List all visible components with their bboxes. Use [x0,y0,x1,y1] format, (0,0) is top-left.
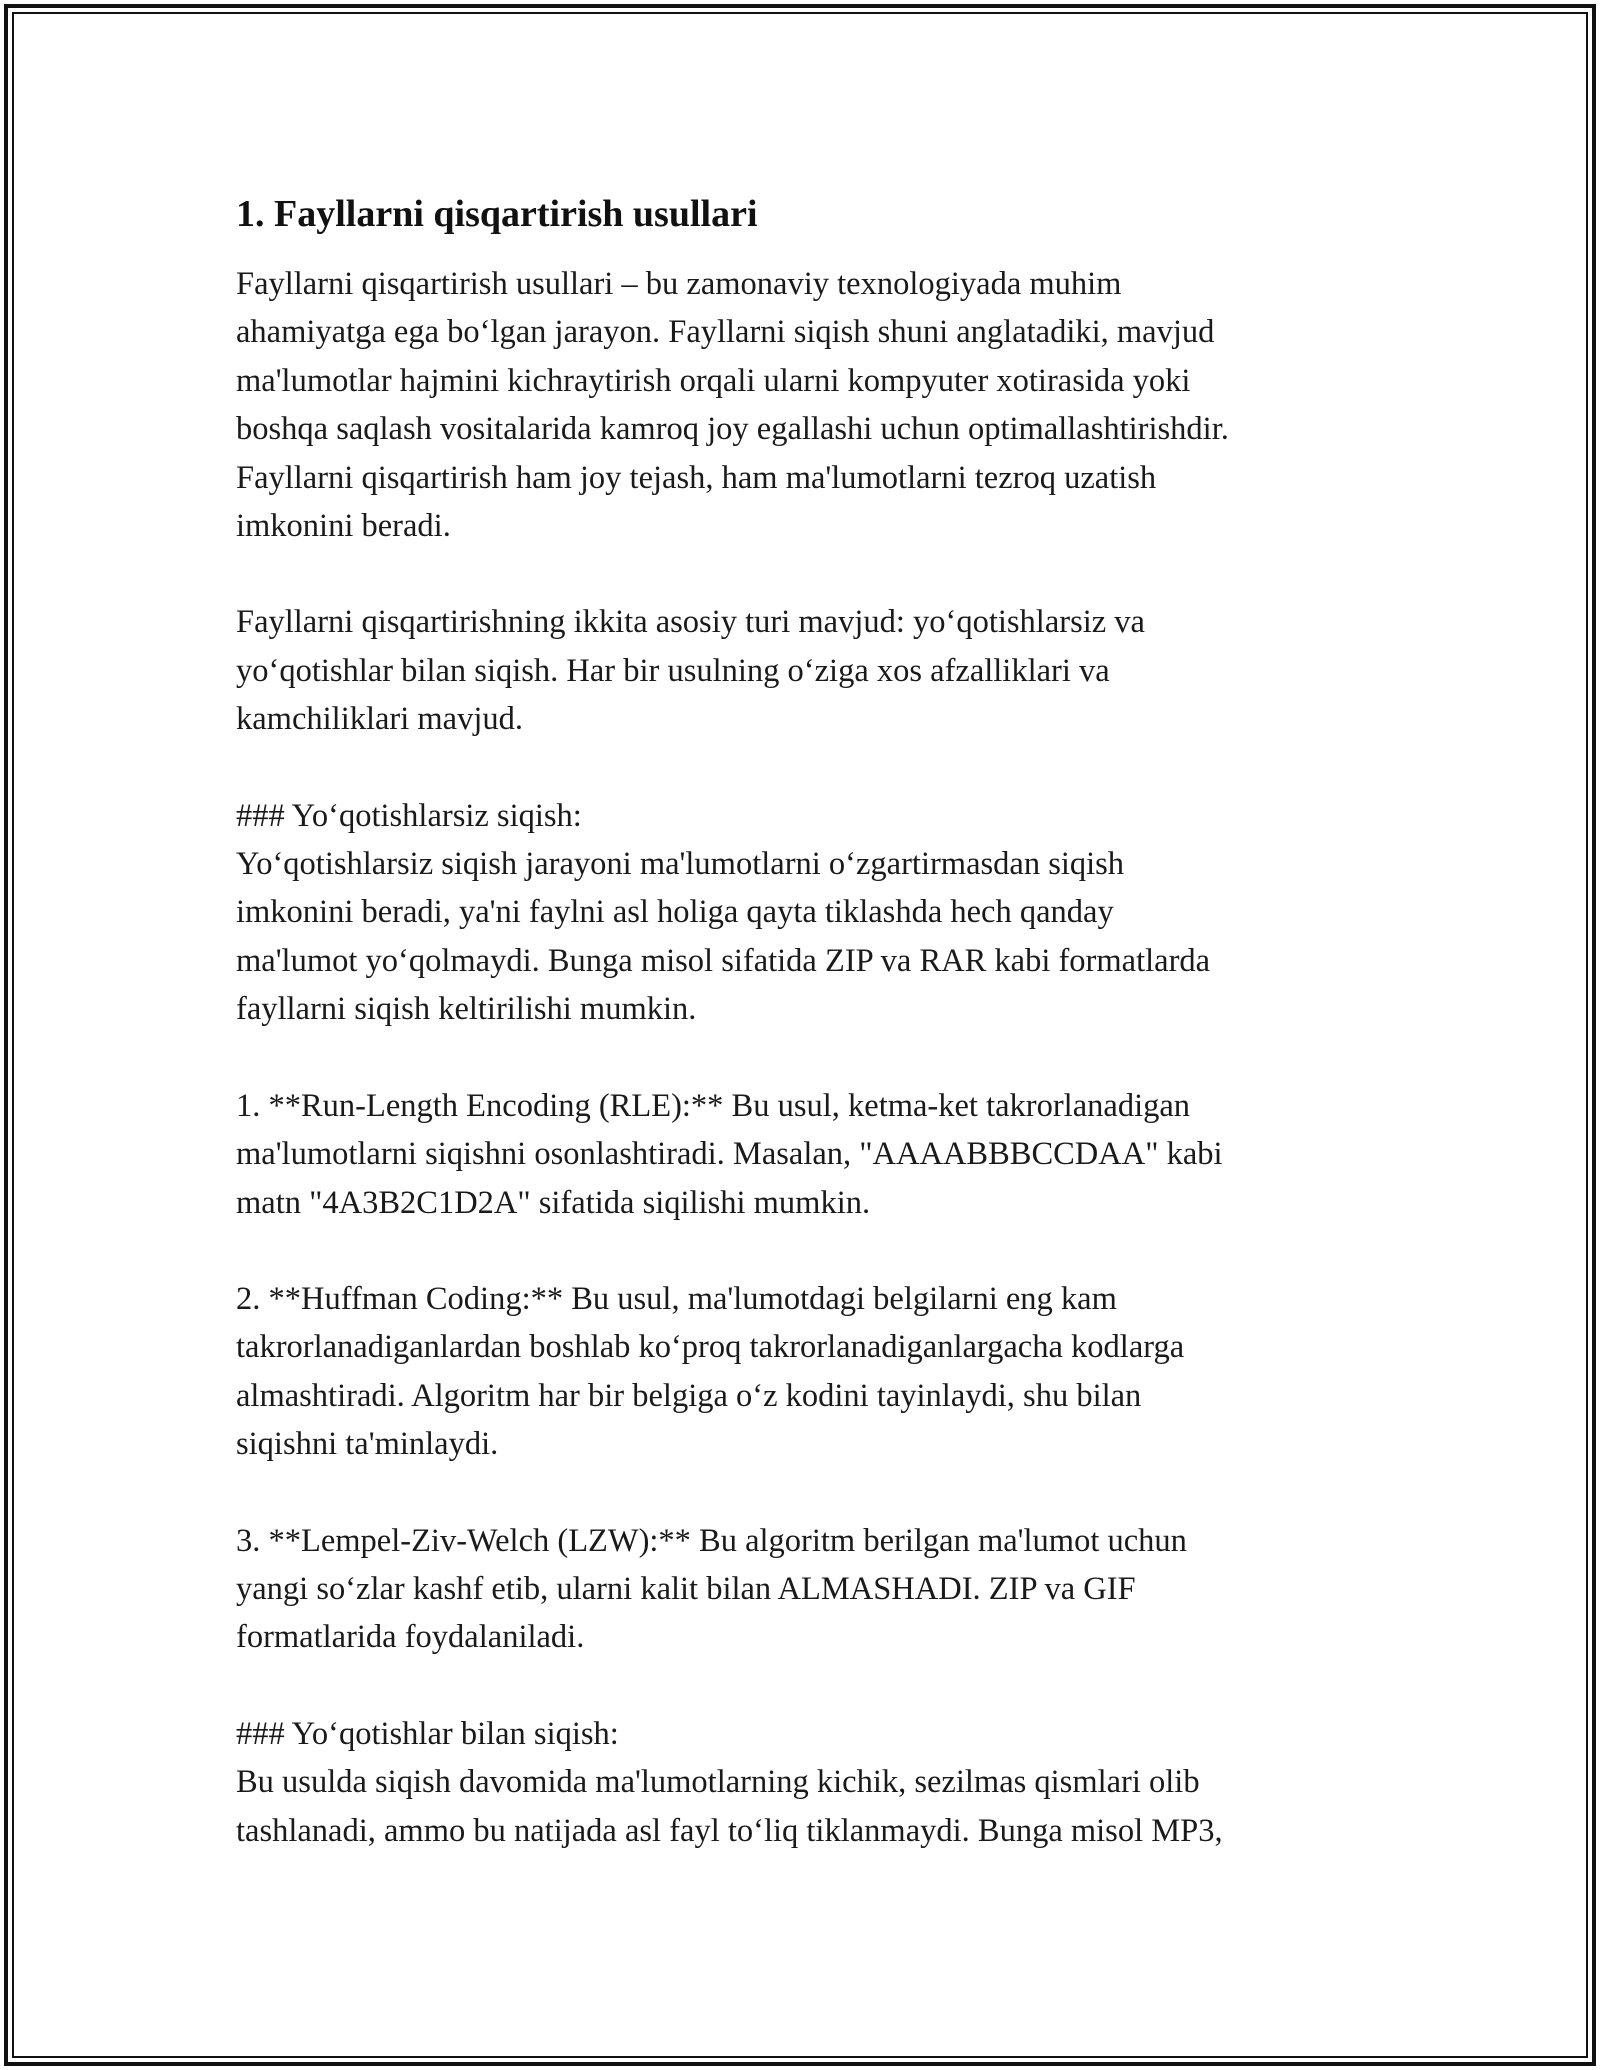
document-heading: 1. Fayllarni qisqartirish usullari [236,193,758,235]
paragraph-intro: Fayllarni qisqartirish usullari – bu zamonaviy texnologiyada muhim ahamiyatga ega bo‘lgan jarayon. Fayllarni siqish shuni anglatadiki, mavjud ma'lumotlar hajmini kichraytirish orqali ularni kompyuter xotirasida yoki boshqa saqlash vositalarida kamroq joy egallashi uchun optimallashtirishdir. Fayllarni qisqartirish ham joy tejash, ham ma'lumotlarni tezroq uzatish imkonini beradi. [236,266,1229,545]
paragraph-types: Fayllarni qisqartirishning ikkita asosiy turi mavjud: yo‘qotishlarsiz va yo‘qotishlar bilan siqish. Har bir usulning o‘ziga xos afzalliklari va kamchiliklari mavjud. [236,604,1145,738]
paragraph-gap [236,1469,1386,1517]
paragraph-lzw: 3. **Lempel-Ziv-Welch (LZW):** Bu algoritm berilgan ma'lumot uchun yangi so‘zlar kashf etib, ularni kalit bilan ALMASHADI. ZIP va GIF formatlarida foydalaniladi. [236,1522,1187,1656]
paragraph-rle: 1. **Run-Length Encoding (RLE):** Bu usul, ketma-ket takrorlanadigan ma'lumotlarni siqishni osonlashtiradi. Masalan, "AAAABBBCCDAA" kabi matn "4A3B2C1D2A" sifatida siqilishi mumkin. [236,1087,1223,1221]
paragraph-gap [236,1662,1386,1710]
document-body [236,190,1386,1855]
paragraph-gap [236,1227,1386,1275]
paragraph-huffman: 2. **Huffman Coding:** Bu usul, ma'lumotdagi belgilarni eng kam takrorlanadiganlardan boshlab ko‘proq takrorlanadiganlargacha kodlarga almashtiradi. Algoritm har bir belgiga o‘z kodini tayinlaydi, shu bilan siqishni ta'minlaydi. [236,1280,1185,1463]
paragraph-gap [236,550,1386,598]
paragraph-lossy: ### Yo‘qotishlar bilan siqish: Bu usulda siqish davomida ma'lumotlarning kichik, sezilmas qismlari olib tashlanadi, ammo bu natijada asl fayl to‘liq tiklanmaydi. Bunga misol MP3, [236,1715,1223,1849]
paragraph-lossless: ### Yo‘qotishlarsiz siqish: Yo‘qotishlarsiz siqish jarayoni ma'lumotlarni o‘zgartirmasdan siqish imkonini beradi, ya'ni faylni asl holiga qayta tiklashda hech qanday ma'lumot yo‘qolmaydi. Bunga misol sifatida ZIP va RAR kabi formatlarda fayllarni siqish keltirilishi mumkin. [236,797,1211,1028]
paragraph-gap [236,744,1386,792]
paragraph-gap [236,1034,1386,1082]
